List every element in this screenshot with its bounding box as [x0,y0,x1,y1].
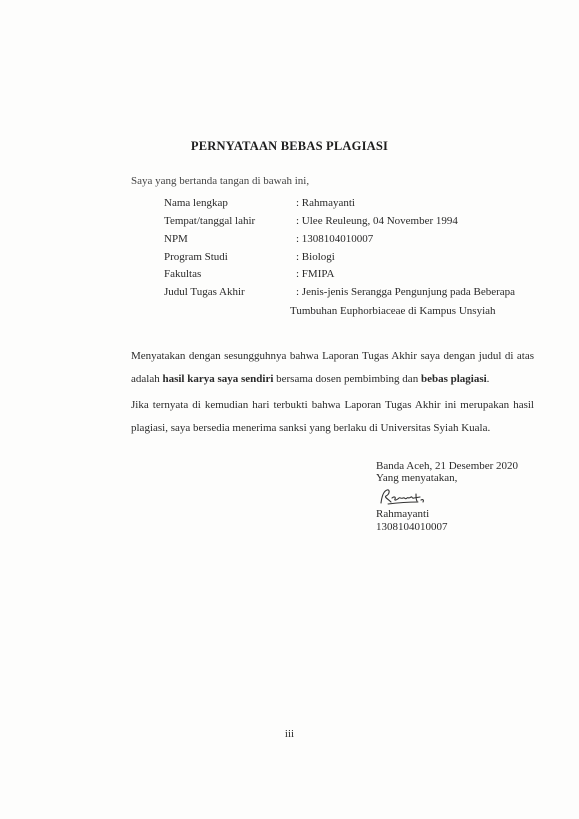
declarer-label: Yang menyatakan, [376,472,458,484]
place-date: Banda Aceh, 21 Desember 2020 [376,460,519,472]
intro-text: Saya yang bertanda tangan di bawah ini, [131,175,310,187]
signer-npm: 1308104010007 [376,521,448,533]
statement-paragraph [131,345,534,391]
statement-part3: . [486,373,490,385]
sanction-paragraph: Jika ternyata di kemudian hari terbukti bahwa Laporan Tugas Akhir ini merupakan hasil plagiasi, saya bersedia menerima sanksi yang berlaku di Universitas Syiah Kuala. [131,399,534,434]
field-value-thesis-title-line2: Tumbuhan Euphorbiaceae di Kampus Unsyiah [290,305,496,317]
signature-image [378,487,428,509]
field-value-thesis-title: : Jenis-jenis Serangga Pengunjung pada Beberapa [296,286,516,298]
field-label-program: Program Studi [164,251,228,263]
statement-part2: bersama dosen pembimbing dan [273,373,421,385]
field-value-npm: : 1308104010007 [296,233,374,245]
field-label-thesis-title: Judul Tugas Akhir [164,286,245,298]
page-number: iii [284,728,295,740]
field-value-faculty: : FMIPA [296,268,335,280]
field-value-birth: : Ulee Reuleung, 04 November 1994 [296,215,458,227]
field-label-npm: NPM [164,233,188,245]
statement-part1: Menyatakan dengan sesungguhnya bahwa Laporan Tugas Akhir saya dengan judul di atas adalah [131,350,534,385]
statement-bold2: bebas plagiasi [420,373,487,385]
statement-bold1: hasil karya saya sendiri [162,373,274,385]
field-label-birth: Tempat/tanggal lahir [164,215,256,227]
field-value-program: : Biologi [296,251,335,263]
field-label-name: Nama lengkap [164,197,228,209]
document-title: PERNYATAAN BEBAS PLAGIASI [190,139,389,153]
field-label-faculty: Fakultas [164,268,202,280]
field-value-name: : Rahmayanti [296,197,355,209]
signer-name: Rahmayanti [376,508,430,520]
